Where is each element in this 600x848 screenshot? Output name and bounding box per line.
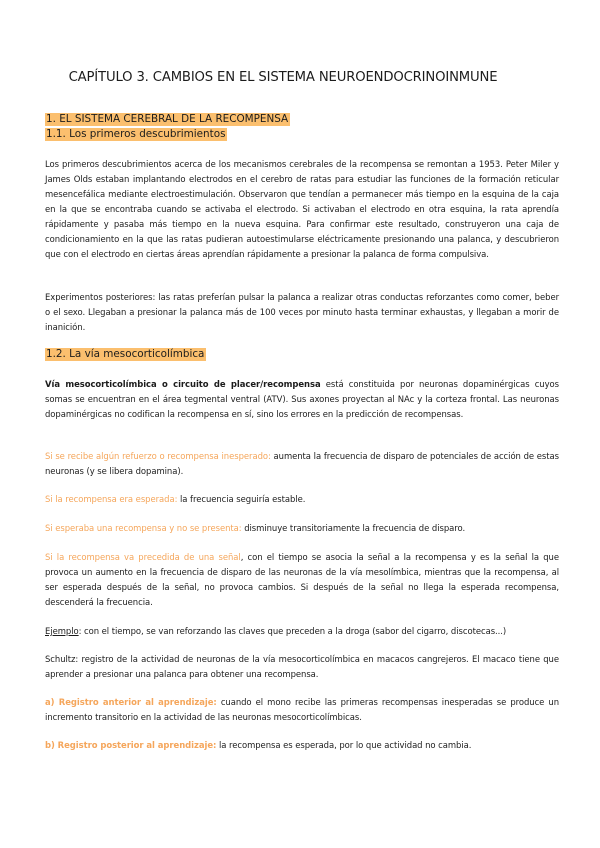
paragraph-pathway — [45, 377, 559, 422]
paragraph-discoveries: Los primeros descubrimientos acerca de los mecanismos cerebrales de la recompensa se remontan a 1953. Peter Miler y James Olds estaban implantando electrodos en el cerebro de ratas para estudiar las funciones de la formación reticular mesencefálica mediante electroestimulación. Observaron que tendían a permanecer más tiempo en la esquina de la caja en la que se encontraba cuando se activaba el electrodo. Si activaban el electrodo en otra esquina, la rata aprendía rápidamente y pasaba más tiempo en la nueva esquina. Para confirmar este resultado, construyeron una caja de condicionamiento en la que las ratas pudieran autoestimularse eléctricamente presionando una palanca, y descubrieron que con el electrodo en ciertas áreas aprendían rápidamente a presionar la palanca de forma compulsiva. — [45, 159, 559, 259]
section-heading-text: 1. EL SISTEMA CEREBRAL DE LA RECOMPENSA — [46, 113, 289, 125]
case-unexpected-reward — [45, 449, 559, 479]
pathway-description: está constituida por neuronas dopaminérgicas cuyos somas se encuentran en el área tegmental ventral (ATV). Sus axones proyectan al NAc y la corteza frontal. Las neuronas dopaminérgicas no codifican la recompensa en sí, sino los errores en la predicción de recompensas. — [45, 379, 560, 419]
case-cued-reward-label: Si la recompensa va precedida de una señal — [45, 552, 241, 562]
record-before-learning — [45, 695, 559, 725]
paragraph-later-experiments: Experimentos posteriores: las ratas preferían pulsar la palanca a realizar otras conductas reforzantes como comer, beber o el sexo. Llegaban a presionar la palanca más de 100 veces por minuto hasta terminar exhaustas, y llegaban a morir de inanición. — [45, 292, 559, 332]
pathway-term: Vía mesocorticolímbica o circuito de placer/recompensa — [45, 379, 321, 389]
case-unexpected-reward-label: Si se recibe algún refuerzo o recompensa inesperado: — [45, 451, 271, 461]
record-before-learning-label: a) Registro anterior al aprendizaje: — [45, 697, 217, 707]
record-after-learning — [45, 738, 559, 753]
section-heading — [45, 112, 290, 126]
case-cued-reward — [45, 550, 559, 610]
subsection-heading-2-text: 1.2. La vía mesocorticolímbica — [46, 348, 205, 360]
subsection-heading-1-text: 1.1. Los primeros descubrimientos — [46, 128, 226, 140]
chapter-title: CAPÍTULO 3. CAMBIOS EN EL SISTEMA NEUROENDOCRINOINMUNE — [68, 70, 498, 85]
record-before-learning-text: cuando el mono recibe las primeras recompensas inesperadas se produce un incremento transitorio en la actividad de las neuronas mesocorticolímbicas. — [45, 697, 559, 722]
example-label: Ejemplo — [45, 626, 79, 636]
record-after-learning-text: la recompensa es esperada, por lo que actividad no cambia. — [216, 740, 472, 750]
paragraph-example — [45, 624, 559, 639]
case-expected-reward — [45, 492, 559, 507]
case-missing-reward-text: disminuye transitoriamente la frecuencia de disparo. — [241, 523, 466, 533]
case-cued-reward-text: , con el tiempo se asocia la señal a la recompensa y es la señal la que provoca un aumento en la frecuencia de disparo de las neuronas de la vía mesolímbica, mientras que la recompensa, al ser esperada después de la señal, no provoca cambios. Si después de la señal no llega la esperada recompensa, descenderá la frecuencia. — [45, 552, 559, 607]
record-after-learning-label: b) Registro posterior al aprendizaje: — [45, 740, 217, 750]
subsection-heading-1 — [45, 127, 227, 141]
case-unexpected-reward-text: aumenta la frecuencia de disparo de potenciales de acción de estas neuronas (y se libera dopamina). — [45, 451, 559, 476]
case-missing-reward-label: Si esperaba una recompensa y no se presenta: — [45, 523, 242, 533]
example-text: : con el tiempo, se van reforzando las claves que preceden a la droga (sabor del cigarro, discotecas...) — [78, 626, 507, 636]
case-missing-reward — [45, 521, 559, 536]
case-expected-reward-text: la frecuencia seguiría estable. — [177, 494, 306, 504]
case-expected-reward-label: Si la recompensa era esperada: — [45, 494, 178, 504]
paragraph-schultz: Schultz: registro de la actividad de neuronas de la vía mesocorticolímbica en macacos cangrejeros. El macaco tiene que aprender a presionar una palanca para obtener una recompensa. — [45, 654, 559, 679]
subsection-heading-2 — [45, 347, 206, 361]
